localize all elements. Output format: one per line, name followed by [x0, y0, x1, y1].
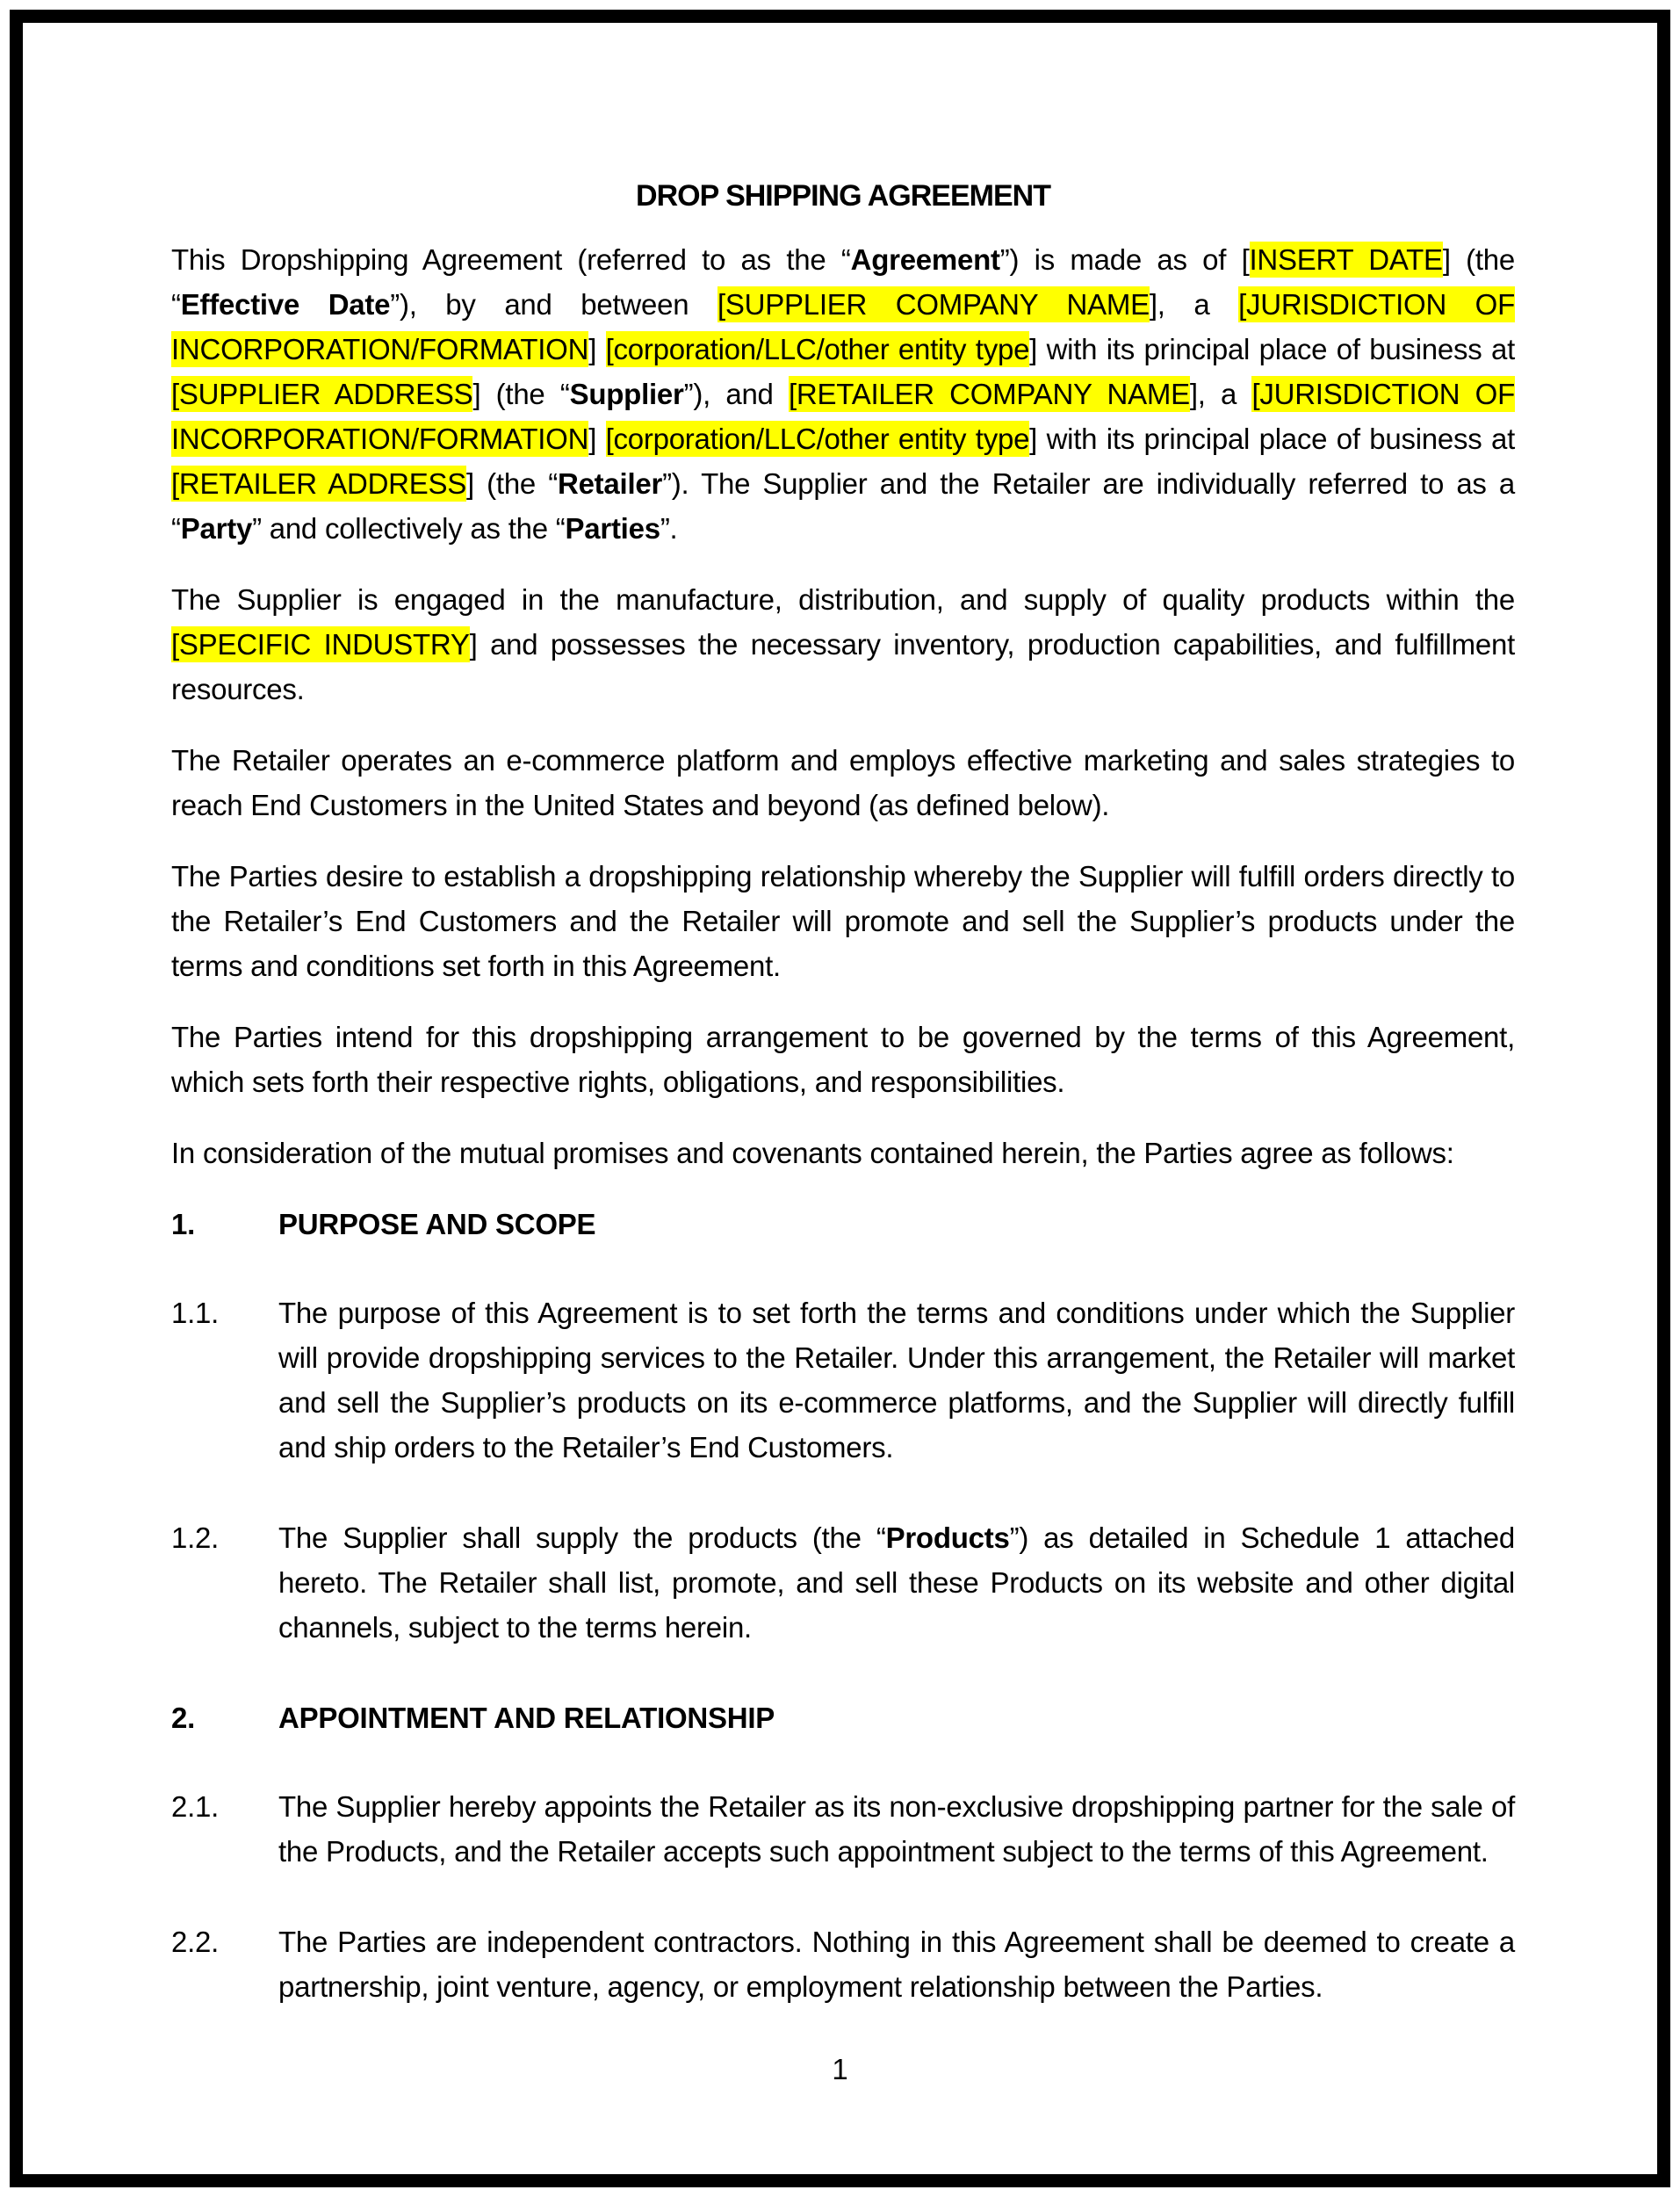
item-number: 2. — [171, 1702, 196, 1734]
paragraph — [171, 237, 1515, 551]
text-run: The Supplier shall supply the products (the “ — [278, 1521, 886, 1554]
text-run: ”. — [660, 512, 678, 545]
text-run: ”), by and between — [390, 288, 717, 321]
item-number: 2.2. — [171, 1926, 220, 1958]
text-run: ”) as detailed in Schedule 1 attached hereto. The Retailer shall list, promote, and sell these Products on its website and other digital channels, subject to the terms herein. — [278, 1521, 1515, 1644]
paragraph — [171, 738, 1515, 827]
text-run: APPOINTMENT AND RELATIONSHIP — [278, 1702, 775, 1734]
text-run: ], a — [1149, 288, 1239, 321]
text-run: ”) is made as of [ — [999, 243, 1250, 276]
text-run: ] and possesses the necessary inventory, production capabilities, and fulfillment resources. — [171, 628, 1515, 705]
paragraph — [171, 854, 1515, 988]
highlighted-placeholder: [SUPPLIER ADDRESS — [171, 378, 473, 410]
highlighted-placeholder: [RETAILER COMPANY NAME — [788, 378, 1190, 410]
item-number: 2.1. — [171, 1790, 220, 1823]
document-content — [171, 174, 1515, 2055]
highlighted-placeholder: [corporation/LLC/other entity type — [605, 333, 1030, 365]
text-run: The Supplier is engaged in the manufacture, distribution, and supply of quality products within the — [171, 583, 1515, 616]
item-number: 1.2. — [171, 1521, 220, 1554]
text-run: The Retailer operates an e-commerce platform and employs effective marketing and sales strategies to reach End Customers in the United States and beyond (as defined below). — [171, 744, 1515, 821]
text-run: ] — [588, 423, 606, 455]
text-run: Retailer — [558, 467, 663, 500]
text-run: Agreement — [850, 243, 1000, 276]
text-run: The purpose of this Agreement is to set forth the terms and conditions under which the Supplier will provide dropshipping services to the Retailer. Under this arrangement, the Retailer will market and sell the Supplier’s products on its e-commerce platforms, and the Supplier will directly fulfill and ship orders to the Retailer’s End Customers. — [278, 1297, 1515, 1463]
text-run: ], a — [1189, 378, 1252, 410]
highlighted-placeholder: INSERT DATE — [1249, 243, 1443, 276]
numbered-item — [171, 1784, 1515, 1874]
text-run: Supplier — [569, 378, 684, 410]
numbered-item — [171, 1290, 1515, 1470]
section-heading — [171, 1202, 1515, 1247]
text-run: The Supplier hereby appoints the Retailer as its non-exclusive dropshipping partner for the sale of the Products, and the Retailer accepts such appointment subject to the terms of this Agreement. — [278, 1790, 1515, 1868]
document-title: DROP SHIPPING AGREEMENT — [636, 179, 1050, 213]
text-run: The Parties are independent contractors. Nothing in this Agreement shall be deemed to create a partnership, joint venture, agency, or employment relationship between the Parties. — [278, 1926, 1515, 2003]
paragraph — [171, 577, 1515, 712]
highlighted-placeholder: [SPECIFIC INDUSTRY — [171, 628, 470, 661]
item-number: 1. — [171, 1208, 196, 1240]
text-run: Parties — [565, 512, 660, 545]
text-run: ” and collectively as the “ — [252, 512, 566, 545]
text-run: ”). The Supplier and the Retailer are individually referred to as a “ — [171, 467, 1515, 545]
text-run: The Parties intend for this dropshipping arrangement to be governed by the terms of this Agreement, which sets forth their respective rights, obligations, and responsibilities. — [171, 1021, 1515, 1098]
item-number: 1.1. — [171, 1297, 220, 1329]
section-heading — [171, 1695, 1515, 1740]
text-run: ] (the “ — [171, 243, 1516, 321]
text-run: This Dropshipping Agreement (referred to as the “ — [171, 243, 851, 276]
text-run: ”), and — [683, 378, 789, 410]
text-run: ] with its principal place of business at — [1029, 423, 1515, 455]
highlighted-placeholder: [corporation/LLC/other entity type — [605, 423, 1030, 455]
highlighted-placeholder: [RETAILER ADDRESS — [171, 467, 467, 500]
text-run: Party — [180, 512, 253, 545]
numbered-item — [171, 1515, 1515, 1650]
document-body — [171, 237, 1515, 2009]
text-run: ] (the “ — [466, 467, 558, 500]
text-run: The Parties desire to establish a dropshipping relationship whereby the Supplier will fulfill orders directly to the Retailer’s End Customers and the Retailer will promote and sell the Supplier’s products under the terms and conditions set forth in this Agreement. — [171, 860, 1515, 982]
text-run: ] with its principal place of business at — [1029, 333, 1515, 365]
text-run: ] — [588, 333, 606, 365]
numbered-item — [171, 1919, 1515, 2009]
page-number: 1 — [832, 2053, 848, 2085]
text-run: Products — [885, 1521, 1010, 1554]
text-run: ] (the “ — [472, 378, 570, 410]
text-run: In consideration of the mutual promises and covenants contained herein, the Parties agree as follows: — [171, 1137, 1454, 1169]
highlighted-placeholder: [JURISDICTION OF INCORPORATION/FORMATION — [171, 378, 1515, 455]
highlighted-placeholder: [JURISDICTION OF INCORPORATION/FORMATION — [171, 288, 1516, 365]
text-run: PURPOSE AND SCOPE — [278, 1208, 596, 1240]
highlighted-placeholder: [SUPPLIER COMPANY NAME — [717, 288, 1150, 321]
paragraph — [171, 1131, 1515, 1175]
text-run: Effective Date — [180, 288, 391, 321]
paragraph — [171, 1015, 1515, 1104]
